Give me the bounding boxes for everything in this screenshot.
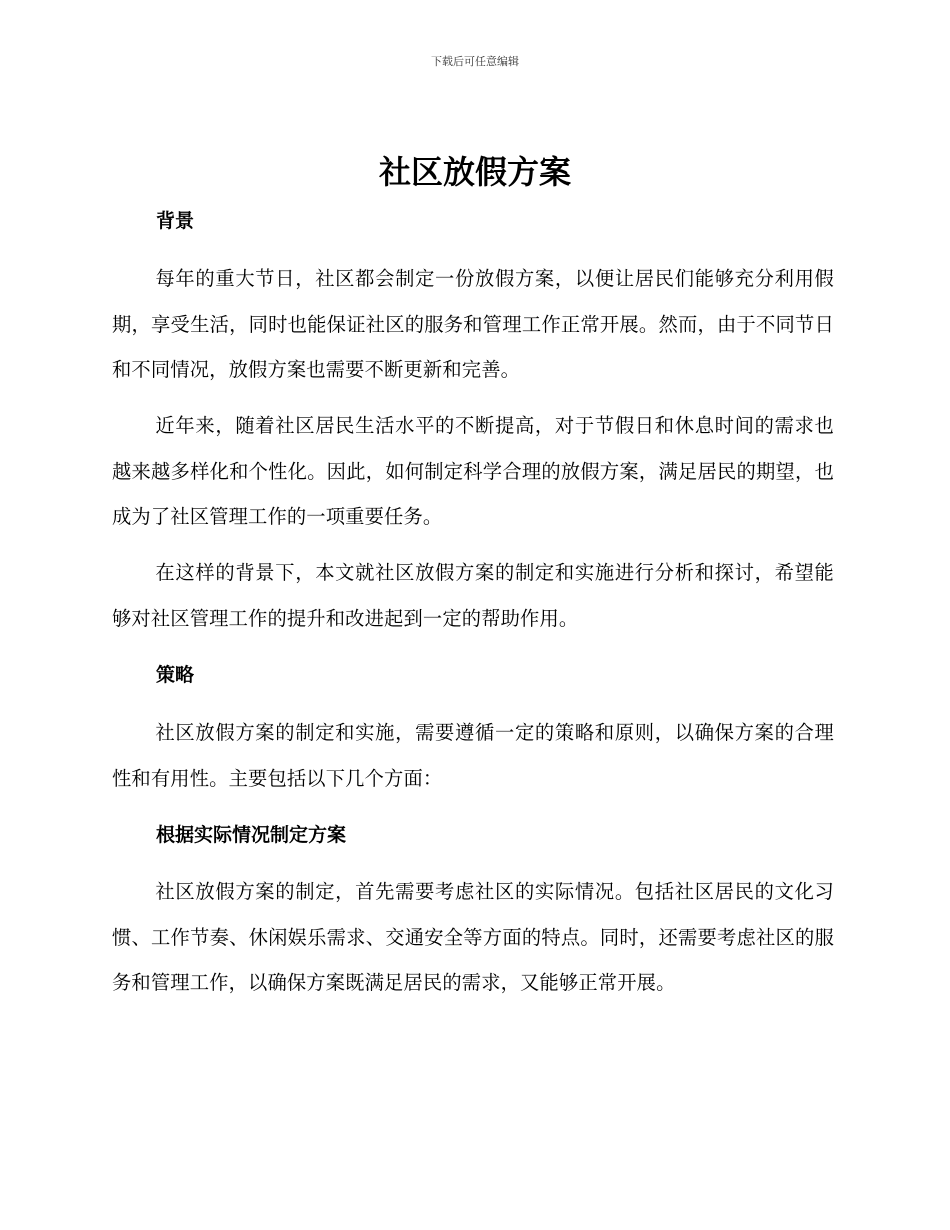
header-note: 下载后可任意编辑 (431, 55, 519, 68)
document-title: 社区放假方案 (378, 153, 571, 191)
section-heading-background: 背景 (156, 210, 195, 232)
paragraph: 近年来，随着社区居民生活水平的不断提高，对于节假日和休息时间的需求也越来越多样化和个性化。因此，如何制定科学合理的放假方案，满足居民的期望，也成为了社区管理工作的一项重要任务。 (112, 414, 834, 528)
paragraph: 社区放假方案的制定和实施，需要遵循一定的策略和原则，以确保方案的合理性和有用性。主要包括以下几个方面： (112, 721, 834, 790)
paragraph: 每年的重大节日，社区都会制定一份放假方案，以便让居民们能够充分利用假期，享受生活，同时也能保证社区的服务和管理工作正常开展。然而，由于不同节日和不同情况，放假方案也需要不断更新和完善。 (112, 267, 834, 381)
section-heading-actual-situation: 根据实际情况制定方案 (156, 824, 347, 846)
section-heading-strategy: 策略 (156, 664, 195, 686)
paragraph: 在这样的背景下，本文就社区放假方案的制定和实施进行分析和探讨，希望能够对社区管理工作的提升和改进起到一定的帮助作用。 (112, 561, 834, 630)
paragraph: 社区放假方案的制定，首先需要考虑社区的实际情况。包括社区居民的文化习惯、工作节奏、休闲娱乐需求、交通安全等方面的特点。同时，还需要考虑社区的服务和管理工作，以确保方案既满足居民的需求，又能够正常开展。 (112, 880, 834, 994)
